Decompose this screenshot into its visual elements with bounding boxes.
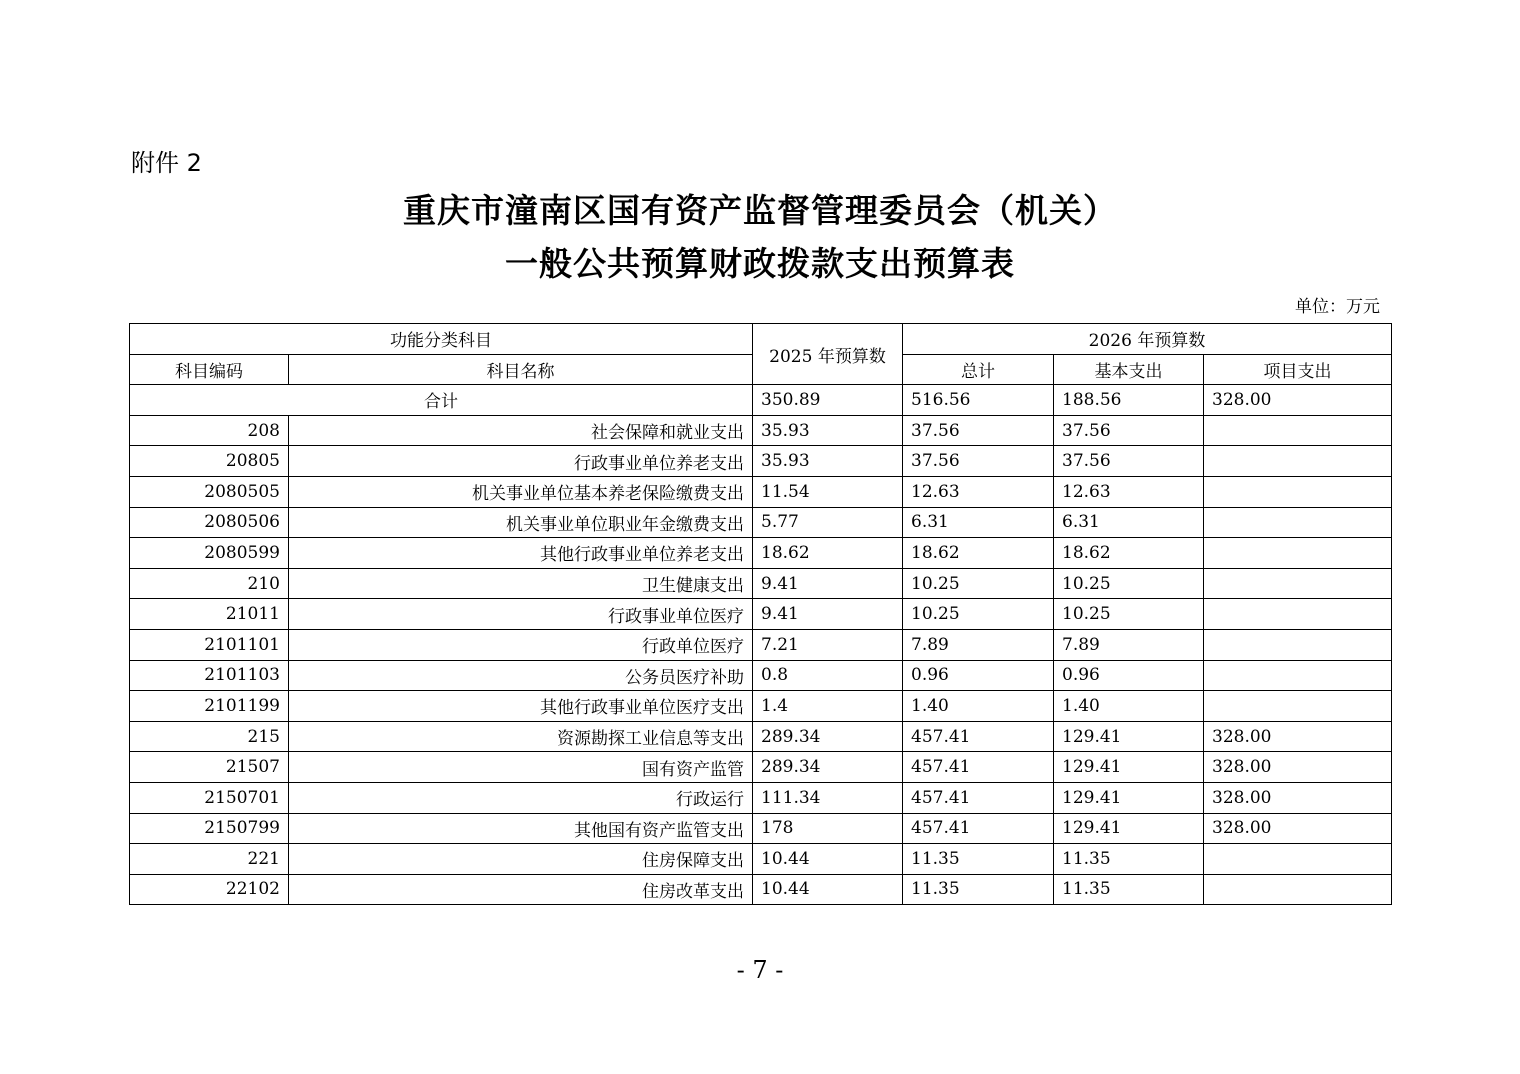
row-code: 2080506 <box>130 507 289 538</box>
row-budget-2025: 35.93 <box>753 415 903 446</box>
row-project <box>1204 844 1392 875</box>
row-basic: 10.25 <box>1054 568 1204 599</box>
header-total: 总计 <box>903 354 1054 385</box>
row-code: 22102 <box>130 874 289 905</box>
row-name: 社会保障和就业支出 <box>289 415 753 446</box>
row-name: 行政运行 <box>289 782 753 813</box>
row-project <box>1204 599 1392 630</box>
row-budget-2025: 1.4 <box>753 691 903 722</box>
row-basic: 129.41 <box>1054 813 1204 844</box>
row-basic: 11.35 <box>1054 874 1204 905</box>
table-row <box>130 538 1392 569</box>
row-basic: 37.56 <box>1054 415 1204 446</box>
header-function-category: 功能分类科目 <box>130 324 753 355</box>
row-total: 37.56 <box>903 446 1054 477</box>
row-total: 11.35 <box>903 874 1054 905</box>
row-total: 18.62 <box>903 538 1054 569</box>
row-project <box>1204 660 1392 691</box>
row-code: 2101103 <box>130 660 289 691</box>
row-total: 10.25 <box>903 568 1054 599</box>
row-budget-2025: 289.34 <box>753 752 903 783</box>
table-row <box>130 599 1392 630</box>
table-row <box>130 844 1392 875</box>
row-name: 其他国有资产监管支出 <box>289 813 753 844</box>
header-row-1 <box>130 324 1392 355</box>
row-code: 2150701 <box>130 782 289 813</box>
total-project: 328.00 <box>1204 385 1392 416</box>
unit-label: 单位：万元 <box>1295 297 1380 317</box>
row-project: 328.00 <box>1204 782 1392 813</box>
table-row <box>130 629 1392 660</box>
attachment-label: 附件 2 <box>131 149 202 177</box>
row-code: 208 <box>130 415 289 446</box>
row-basic: 129.41 <box>1054 782 1204 813</box>
row-budget-2025: 18.62 <box>753 538 903 569</box>
row-basic: 129.41 <box>1054 721 1204 752</box>
table-row <box>130 446 1392 477</box>
document-title-line2: 一般公共预算财政拨款支出预算表 <box>505 244 1015 283</box>
table-row <box>130 568 1392 599</box>
row-project <box>1204 629 1392 660</box>
row-code: 2080599 <box>130 538 289 569</box>
row-name: 行政事业单位养老支出 <box>289 446 753 477</box>
total-basic: 188.56 <box>1054 385 1204 416</box>
row-budget-2025: 5.77 <box>753 507 903 538</box>
row-name: 其他行政事业单位医疗支出 <box>289 691 753 722</box>
row-total: 12.63 <box>903 476 1054 507</box>
row-project <box>1204 415 1392 446</box>
row-budget-2025: 0.8 <box>753 660 903 691</box>
page-number: - 7 - <box>736 956 784 984</box>
row-code: 2150799 <box>130 813 289 844</box>
row-name: 机关事业单位职业年金缴费支出 <box>289 507 753 538</box>
row-budget-2025: 178 <box>753 813 903 844</box>
row-basic: 11.35 <box>1054 844 1204 875</box>
row-basic: 129.41 <box>1054 752 1204 783</box>
row-code: 221 <box>130 844 289 875</box>
row-code: 215 <box>130 721 289 752</box>
total-total: 516.56 <box>903 385 1054 416</box>
total-label: 合计 <box>130 385 753 416</box>
table-row <box>130 874 1392 905</box>
total-budget-2025: 350.89 <box>753 385 903 416</box>
header-basic: 基本支出 <box>1054 354 1204 385</box>
row-code: 21011 <box>130 599 289 630</box>
row-total: 37.56 <box>903 415 1054 446</box>
row-total: 457.41 <box>903 813 1054 844</box>
row-total: 457.41 <box>903 752 1054 783</box>
row-project <box>1204 568 1392 599</box>
row-name: 公务员医疗补助 <box>289 660 753 691</box>
row-total: 11.35 <box>903 844 1054 875</box>
table-row <box>130 507 1392 538</box>
table-row <box>130 660 1392 691</box>
table-row <box>130 415 1392 446</box>
row-code: 210 <box>130 568 289 599</box>
row-name: 住房改革支出 <box>289 874 753 905</box>
header-project: 项目支出 <box>1204 354 1392 385</box>
document-title-line1: 重庆市潼南区国有资产监督管理委员会（机关） <box>403 191 1117 230</box>
row-project <box>1204 691 1392 722</box>
row-code: 21507 <box>130 752 289 783</box>
row-project <box>1204 446 1392 477</box>
row-project <box>1204 538 1392 569</box>
row-budget-2025: 10.44 <box>753 844 903 875</box>
row-name: 行政单位医疗 <box>289 629 753 660</box>
row-name: 住房保障支出 <box>289 844 753 875</box>
row-name: 卫生健康支出 <box>289 568 753 599</box>
row-project: 328.00 <box>1204 813 1392 844</box>
row-project: 328.00 <box>1204 752 1392 783</box>
row-total: 457.41 <box>903 782 1054 813</box>
row-basic: 12.63 <box>1054 476 1204 507</box>
total-row <box>130 385 1392 416</box>
row-name: 行政事业单位医疗 <box>289 599 753 630</box>
table-row <box>130 752 1392 783</box>
row-total: 10.25 <box>903 599 1054 630</box>
row-budget-2025: 7.21 <box>753 629 903 660</box>
row-code: 2080505 <box>130 476 289 507</box>
row-name: 资源勘探工业信息等支出 <box>289 721 753 752</box>
table-row <box>130 476 1392 507</box>
header-name: 科目名称 <box>289 354 753 385</box>
table-row <box>130 691 1392 722</box>
budget-table <box>129 323 1392 905</box>
table-row <box>130 813 1392 844</box>
row-budget-2025: 9.41 <box>753 568 903 599</box>
row-basic: 10.25 <box>1054 599 1204 630</box>
row-basic: 1.40 <box>1054 691 1204 722</box>
row-code: 2101199 <box>130 691 289 722</box>
row-budget-2025: 9.41 <box>753 599 903 630</box>
header-budget-2025: 2025 年预算数 <box>753 324 903 385</box>
row-budget-2025: 35.93 <box>753 446 903 477</box>
row-total: 457.41 <box>903 721 1054 752</box>
row-name: 其他行政事业单位养老支出 <box>289 538 753 569</box>
row-project <box>1204 507 1392 538</box>
row-total: 0.96 <box>903 660 1054 691</box>
row-basic: 0.96 <box>1054 660 1204 691</box>
row-project: 328.00 <box>1204 721 1392 752</box>
header-code: 科目编码 <box>130 354 289 385</box>
row-code: 20805 <box>130 446 289 477</box>
row-basic: 18.62 <box>1054 538 1204 569</box>
row-project <box>1204 476 1392 507</box>
row-budget-2025: 111.34 <box>753 782 903 813</box>
table-row <box>130 721 1392 752</box>
row-total: 7.89 <box>903 629 1054 660</box>
row-budget-2025: 289.34 <box>753 721 903 752</box>
row-budget-2025: 10.44 <box>753 874 903 905</box>
row-budget-2025: 11.54 <box>753 476 903 507</box>
row-name: 机关事业单位基本养老保险缴费支出 <box>289 476 753 507</box>
row-code: 2101101 <box>130 629 289 660</box>
row-name: 国有资产监管 <box>289 752 753 783</box>
row-total: 6.31 <box>903 507 1054 538</box>
header-budget-2026: 2026 年预算数 <box>903 324 1392 355</box>
row-project <box>1204 874 1392 905</box>
row-total: 1.40 <box>903 691 1054 722</box>
row-basic: 6.31 <box>1054 507 1204 538</box>
row-basic: 7.89 <box>1054 629 1204 660</box>
row-basic: 37.56 <box>1054 446 1204 477</box>
table-row <box>130 782 1392 813</box>
